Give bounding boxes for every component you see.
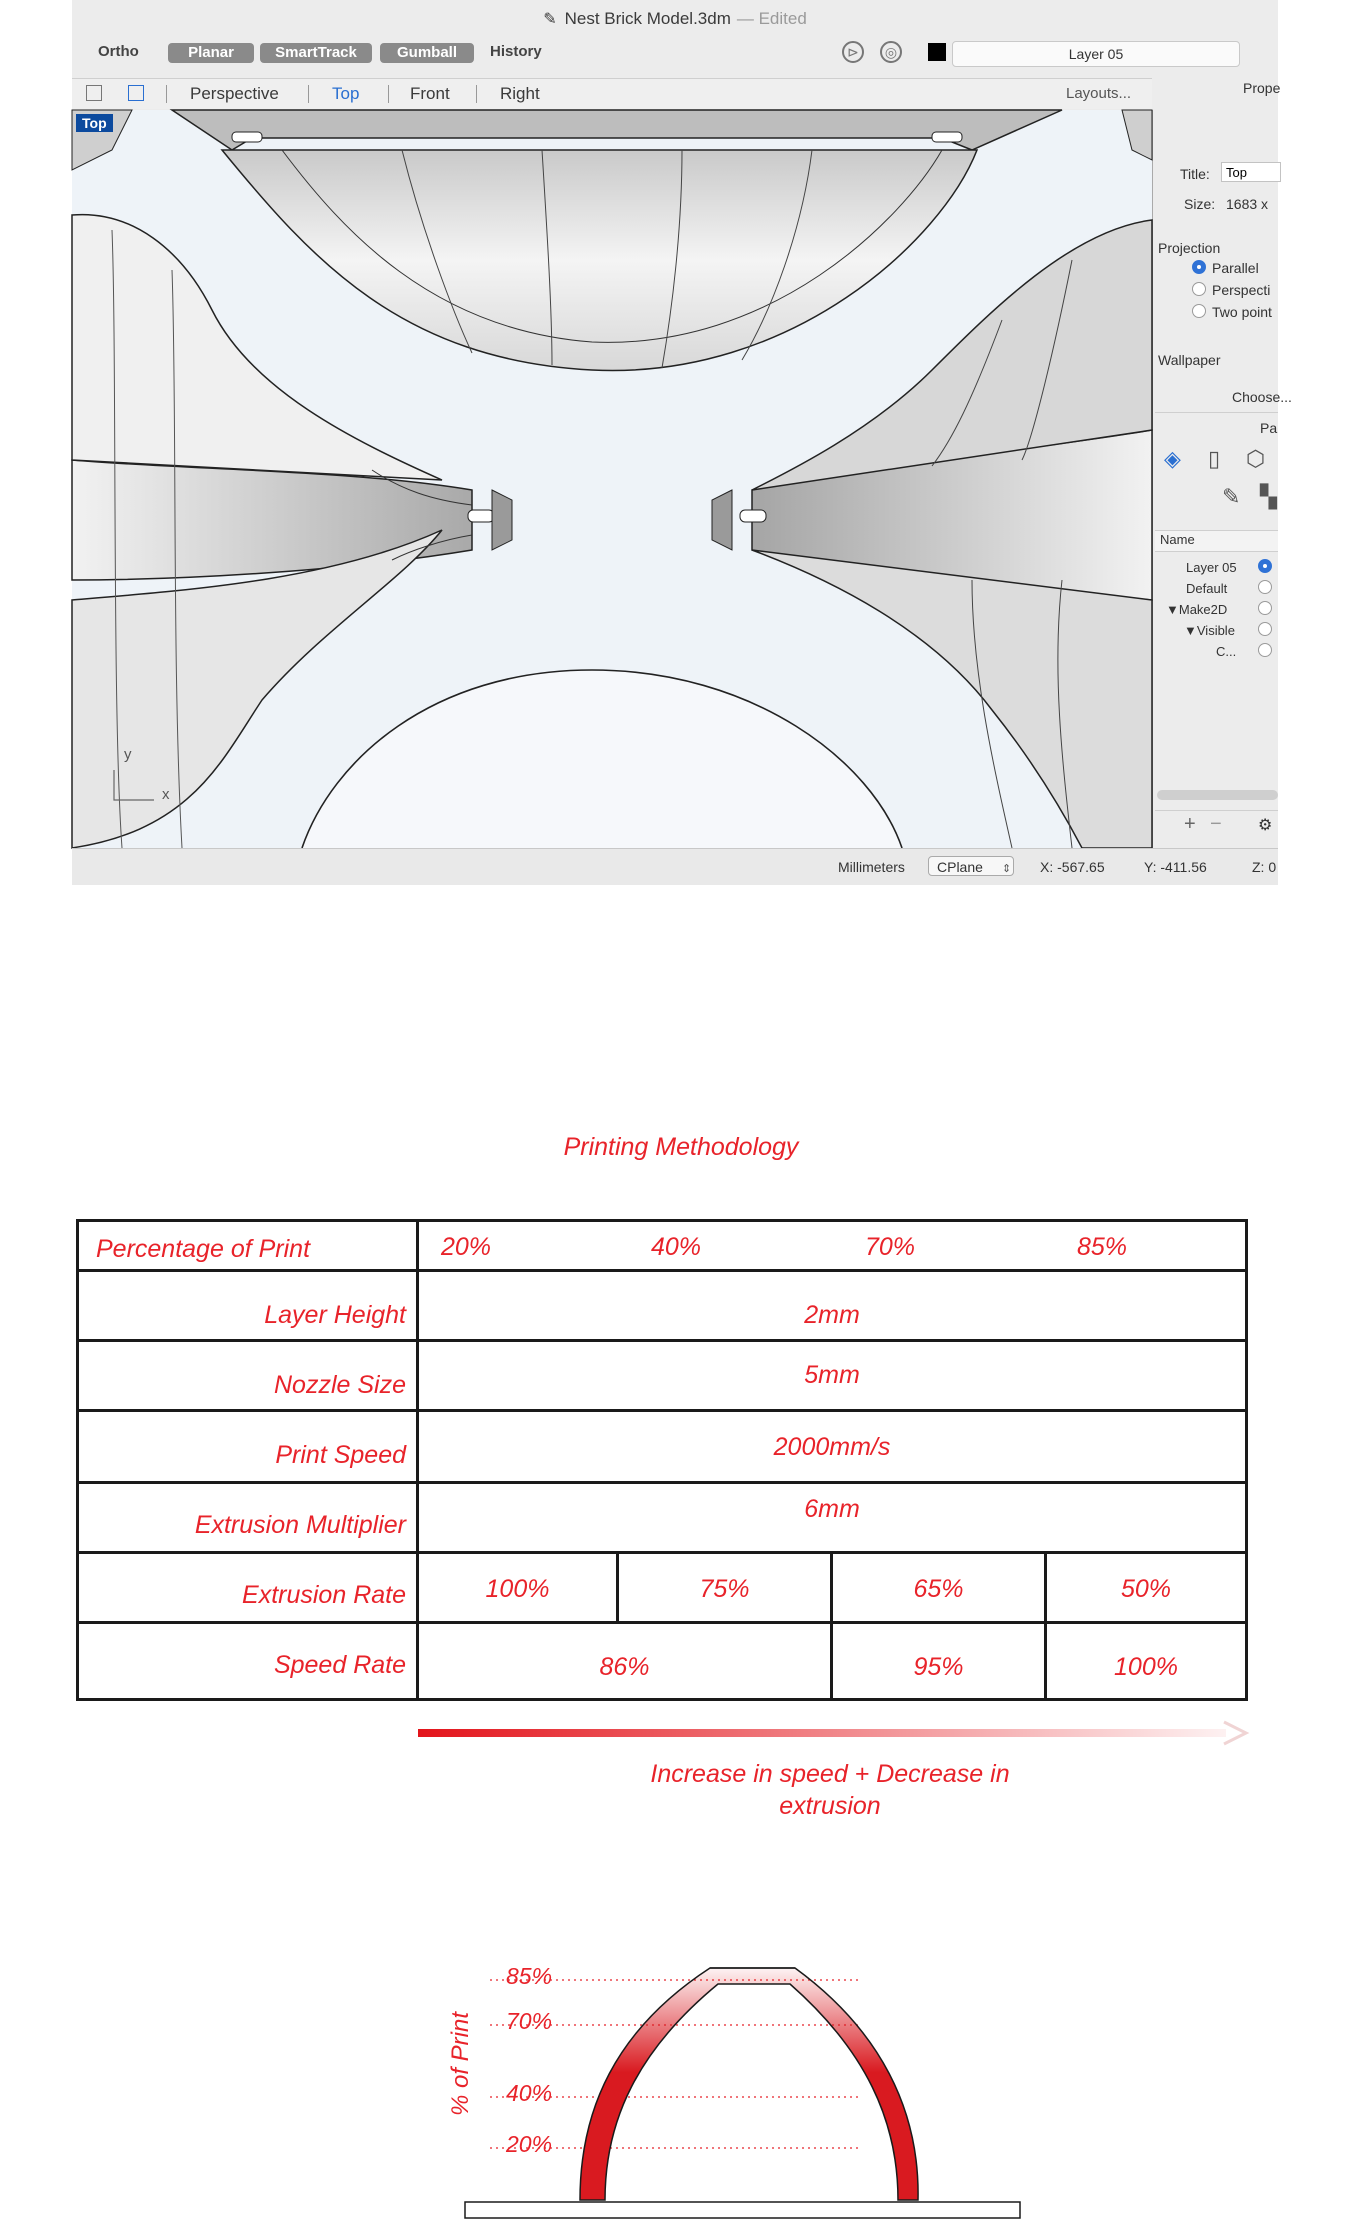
cube-icon[interactable]: ⬡ [1246,446,1266,471]
texture-icon[interactable]: ▚ [1260,484,1277,509]
percentage-cell: 40% [650,1233,702,1261]
gumball-toggle[interactable]: Gumball [380,43,474,63]
layers-icon[interactable]: ◈ [1164,446,1181,471]
row-label-layer-height: Layer Height [264,1301,406,1329]
wallpaper-label: Wallpaper [1158,352,1221,368]
layer-radio[interactable] [1258,643,1272,657]
current-layer-dropdown[interactable]: Layer 05 [952,41,1240,67]
current-layer-radio[interactable] [1258,559,1272,573]
bottom-petal-edge [302,670,902,848]
top-petal-surface [222,150,977,371]
axis-y-label: y [124,746,132,763]
level-label-40: 40% [506,2080,553,2106]
layer-row-label[interactable]: Default [1186,581,1228,596]
panel-divider [1155,412,1278,413]
projection-parallel-label: Parallel [1212,260,1259,276]
projection-parallel-radio[interactable] [1192,260,1206,274]
panel-scrollbar[interactable] [1157,790,1278,800]
gear-icon[interactable]: ⚙ [1258,817,1273,834]
table-rule [76,1551,1248,1554]
layer-row-label[interactable]: ▼Visible [1184,623,1235,638]
size-value: 1683 x [1226,196,1269,212]
table-rule [76,1621,1248,1624]
layer-radio[interactable] [1258,622,1272,636]
multiplier-value: 6mm [804,1495,860,1523]
rhino-window [72,0,1292,885]
layouts-button[interactable]: Layouts... [1066,85,1132,102]
page-icon[interactable]: ▯ [1208,446,1221,471]
x-coordinate: X: -567.65 [1040,859,1105,875]
row-label-percentage: Percentage of Print [96,1235,311,1263]
choose-wallpaper-button[interactable]: Choose... [1232,389,1292,405]
ortho-toggle[interactable]: Ortho [98,43,139,60]
table-rule [76,1339,1248,1342]
tab-perspective[interactable]: Perspective [190,84,279,103]
row-label-speed-rate: Speed Rate [273,1651,406,1679]
layers-panel-header: Pa [1260,420,1278,436]
smarttrack-toggle[interactable]: SmartTrack [260,43,372,63]
build-plate [465,2202,1020,2218]
row-label-extrusion-rate: Extrusion Rate [242,1581,406,1609]
grid-layout-icon[interactable] [86,85,102,101]
document-icon: ✎ [543,11,557,28]
projection-twopoint-label: Two point [1212,304,1272,320]
speed-rate-cell: 95% [913,1653,964,1681]
level-label-20: 20% [506,2131,553,2157]
single-viewport-icon[interactable] [128,85,144,101]
model-geometry [72,110,1152,848]
projection-label: Projection [1158,240,1221,256]
extrusion-rate-cell: 100% [485,1575,550,1603]
layer-height-value: 2mm [804,1301,860,1329]
tab-separator [388,85,389,103]
edited-indicator: — Edited [736,9,807,28]
tab-separator [308,85,309,103]
tab-separator [476,85,477,103]
layer-row-label[interactable]: Layer 05 [1186,560,1237,575]
extrusion-rate-cell: 75% [699,1575,750,1603]
table-rule [76,1409,1248,1412]
extrusion-rate-cell: 50% [1120,1575,1172,1603]
percentage-cell: 70% [864,1233,916,1261]
projection-perspective-label: Perspecti [1212,282,1271,298]
tab-separator [166,85,167,103]
print-profile-diagram [400,1940,1040,2220]
viewport-title-field[interactable]: Top [1221,162,1281,182]
projection-perspective-radio[interactable] [1192,282,1206,296]
brush-icon[interactable]: ✎ [1222,484,1241,509]
table-rule [76,1481,1248,1484]
history-toggle[interactable]: History [490,43,542,60]
methodology-title: Printing Methodology [563,1133,799,1161]
add-layer-button[interactable]: + [1184,813,1196,835]
speed-rate-cell: 86% [599,1653,650,1681]
table-rule [76,1698,1248,1701]
percentage-cell: 85% [1076,1233,1128,1261]
table-rule [76,1269,1248,1272]
speed-rate-cell: 100% [1114,1653,1178,1681]
top-funnel-surface [172,110,1062,150]
layer-row-label[interactable]: C... [1216,644,1237,659]
tab-front[interactable]: Front [410,84,450,103]
units-label[interactable]: Millimeters [838,859,905,875]
gradient-arrow [418,1720,1248,1746]
toolbar [72,34,1278,70]
table-rule [76,1219,1248,1222]
methodology-table [76,1219,1248,1701]
row-label-nozzle: Nozzle Size [274,1371,406,1399]
layer-row-label[interactable]: ▼Make2D [1166,602,1228,617]
level-label-85: 85% [506,1963,553,1989]
percent-of-print-axis-label: % of Print [447,2011,474,2117]
axis-x-label: x [162,786,170,803]
chevron-updown-icon: ⇕ [1002,863,1012,875]
layer-radio[interactable] [1258,580,1272,594]
layer-color-swatch[interactable] [928,43,946,61]
arch-wall [580,1968,918,2200]
tab-right[interactable]: Right [500,84,540,103]
table-rule [1245,1219,1248,1701]
layer-radio[interactable] [1258,601,1272,615]
speed-extrusion-note: Increase in speed + Decrease in extrusion [650,1760,1010,1820]
row-label-speed: Print Speed [275,1441,406,1469]
cplane-dropdown[interactable]: CPlane [928,856,1014,876]
speed-value: 2000mm/s [773,1433,891,1461]
y-coordinate: Y: -411.56 [1144,859,1207,875]
osnap-icon[interactable]: ⊳ [842,41,864,63]
viewport-tabs [72,78,1152,109]
target-icon[interactable]: ◎ [880,41,902,63]
panel-header: Prope [1243,80,1281,96]
tab-top[interactable]: Top [332,84,360,103]
z-coordinate: Z: 0 [1252,859,1277,875]
remove-layer-button[interactable]: − [1210,813,1222,835]
extrusion-rate-cell: 65% [913,1575,964,1603]
row-label-multiplier: Extrusion Multiplier [194,1511,406,1539]
projection-twopoint-radio[interactable] [1192,304,1206,318]
planar-toggle[interactable]: Planar [168,43,254,63]
window-title: Nest Brick Model.3dm [564,9,731,28]
window-titlebar [72,0,1278,38]
status-bar [72,848,1278,885]
level-label-70: 70% [506,2008,553,2034]
nozzle-value: 5mm [804,1361,860,1389]
title-label: Title: [1180,166,1210,182]
size-label: Size: [1184,196,1216,212]
viewport-name-label[interactable]: Top [76,114,113,132]
top-viewport[interactable] [72,110,1153,848]
name-column-header[interactable]: Name [1160,532,1195,547]
percentage-cell: 20% [440,1233,492,1261]
